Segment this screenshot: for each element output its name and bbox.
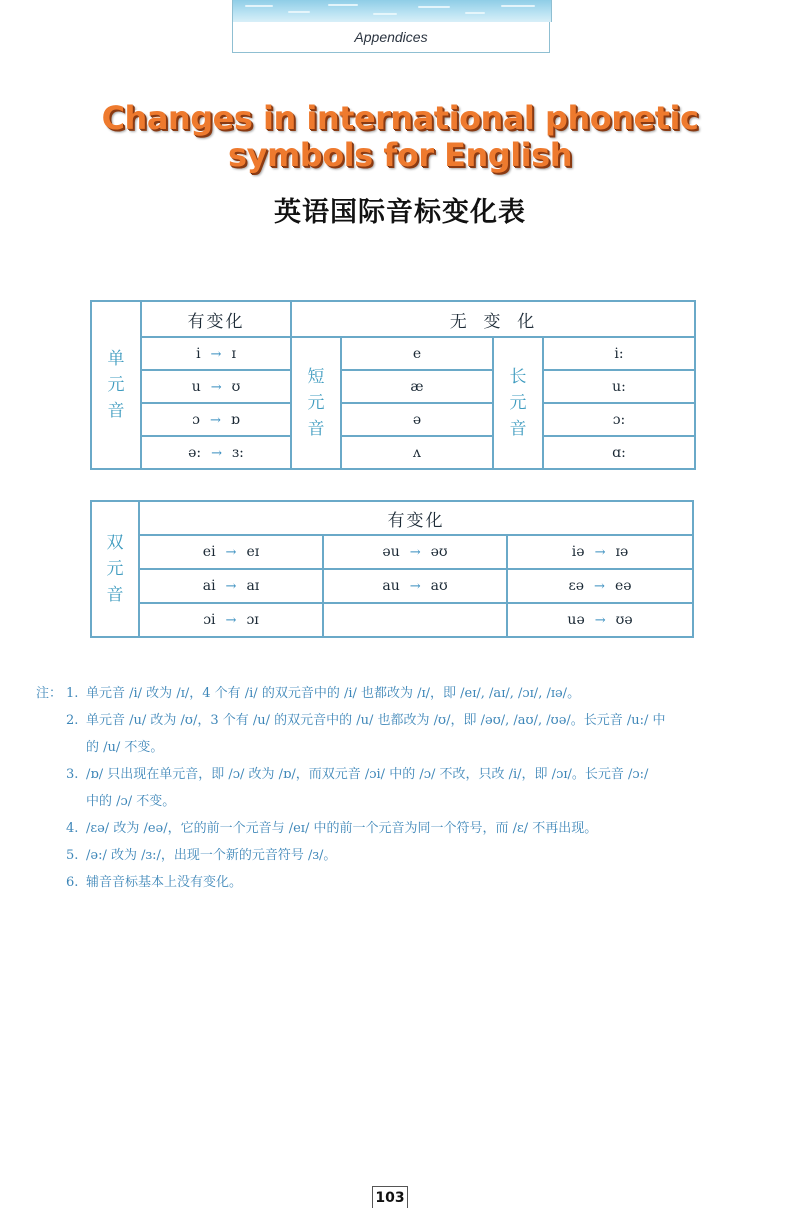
label-char: 单	[107, 349, 125, 369]
label-char: 元	[307, 393, 325, 413]
right-arrow-icon: →	[209, 412, 221, 428]
diphthong-cell	[323, 569, 507, 603]
short-vowel-cell: ʌ	[341, 436, 493, 469]
diphthong-cell	[507, 603, 693, 637]
symbol-from: ei	[202, 544, 216, 560]
symbol-to: ʊ	[231, 378, 241, 395]
note-item	[36, 842, 756, 869]
notes-section	[36, 680, 756, 896]
note-number: 1.	[66, 686, 79, 701]
label-char: 双	[106, 533, 124, 553]
note-number: 6.	[66, 875, 79, 890]
note-item	[36, 707, 756, 734]
diphthong-cell	[139, 569, 323, 603]
short-vowel-cell: ə	[341, 403, 493, 436]
changed-cell	[141, 403, 291, 436]
label-char: 音	[107, 401, 125, 421]
long-vowel-cell: u:	[543, 370, 695, 403]
note-number: 4.	[66, 821, 79, 836]
right-arrow-icon: →	[210, 346, 222, 362]
page-title-english	[0, 100, 800, 174]
note-text: /ɛə/ 改为 /eə/，它的前一个元音与 /eɪ/ 中的前一个元音为同一个符号，而 /ɛ/ 不再出现。	[86, 821, 598, 836]
diphthong-table	[90, 500, 694, 638]
note-text-continued: 的 /u/ 不变。	[86, 740, 164, 755]
label-char: 元	[106, 559, 124, 579]
long-vowel-cell: i:	[543, 337, 695, 370]
note-number: 3.	[66, 767, 79, 782]
note-text: /ɒ/ 只出现在单元音，即 /ɔ/ 改为 /ɒ/，而双元音 /ɔi/ 中的 /ɔ/ 不改，只改 /i/，即 /ɔɪ/。长元音 /ɔ:/	[86, 767, 649, 782]
changed-header: 有变化	[139, 501, 693, 535]
note-text: /ə:/ 改为 /ɜ:/，出现一个新的元音符号 /ɜ/。	[86, 848, 337, 863]
right-arrow-icon: →	[225, 545, 237, 560]
symbol-to: eə	[614, 578, 632, 594]
label-char: 元	[107, 375, 125, 395]
diphthong-cell	[139, 535, 323, 569]
symbol-from: u	[191, 378, 201, 395]
long-vowel-label	[493, 337, 543, 469]
right-arrow-icon: →	[225, 579, 237, 594]
symbol-from: ɛə	[568, 578, 585, 594]
right-arrow-icon: →	[211, 445, 223, 461]
title-line-1: Changes in international phonetic	[101, 99, 699, 137]
symbol-from: ai	[202, 578, 216, 594]
note-item	[36, 680, 756, 707]
note-text: 单元音 /u/ 改为 /ʊ/，3 个有 /u/ 的双元音中的 /u/ 也都改为 /ʊ/，即 /əʊ/, /aʊ/, /ʊə/。长元音 /u:/ 中	[86, 713, 666, 728]
symbol-from: uə	[567, 612, 585, 628]
right-arrow-icon: →	[210, 379, 222, 395]
header-decoration-band	[232, 0, 552, 22]
symbol-from: ə:	[188, 444, 202, 461]
changed-cell	[141, 370, 291, 403]
symbol-to: ɜ:	[232, 444, 244, 461]
short-vowel-cell: æ	[341, 370, 493, 403]
symbol-to: əʊ	[430, 544, 448, 560]
label-char: 短	[307, 367, 325, 387]
long-vowel-cell: ɑ:	[543, 436, 695, 469]
long-vowel-cell: ɔ:	[543, 403, 695, 436]
right-arrow-icon: →	[225, 613, 237, 628]
label-char: 长	[509, 367, 527, 387]
label-char: 音	[106, 585, 124, 605]
section-label: Appendices	[232, 22, 550, 53]
diphthong-cell	[507, 535, 693, 569]
note-text: 单元音 /i/ 改为 /ɪ/，4 个有 /i/ 的双元音中的 /i/ 也都改为 /ɪ/，即 /eɪ/, /aɪ/, /ɔɪ/, /ɪə/。	[86, 686, 581, 701]
empty-cell	[323, 603, 507, 637]
symbol-to: aʊ	[430, 578, 448, 594]
symbol-to: aɪ	[246, 578, 260, 594]
note-text-continued: 中的 /ɔ/ 不变。	[86, 794, 176, 809]
label-char: 音	[307, 419, 325, 439]
symbol-from: iə	[571, 544, 585, 560]
page-title-chinese: 英语国际音标变化表	[274, 197, 526, 228]
symbol-to: ɔɪ	[246, 612, 259, 628]
right-arrow-icon: →	[594, 613, 606, 628]
notes-prefix: 注：	[36, 686, 63, 701]
symbol-to: ʊə	[615, 612, 633, 628]
symbol-from: i	[196, 345, 201, 362]
changed-cell	[141, 337, 291, 370]
symbol-to: ɒ	[230, 411, 240, 428]
diphthong-cell	[323, 535, 507, 569]
diphthong-cell	[139, 603, 323, 637]
short-vowel-cell: e	[341, 337, 493, 370]
label-char: 音	[509, 419, 527, 439]
symbol-from: əu	[382, 544, 400, 560]
unchanged-header: 无 变 化	[291, 301, 695, 337]
note-text: 辅音音标基本上没有变化。	[86, 875, 243, 890]
symbol-from: ɔi	[203, 612, 216, 628]
symbol-to: eɪ	[246, 544, 260, 560]
monophthong-row-label	[91, 301, 141, 469]
symbol-to: ɪə	[615, 544, 629, 560]
right-arrow-icon: →	[594, 545, 606, 560]
note-number: 5.	[66, 848, 79, 863]
diphthong-row-label	[91, 501, 139, 637]
symbol-to: ɪ	[231, 345, 236, 362]
note-item	[36, 815, 756, 842]
symbol-from: au	[382, 578, 400, 594]
title-line-2: symbols for English	[228, 136, 572, 174]
monophthong-table	[90, 300, 696, 470]
right-arrow-icon: →	[594, 579, 605, 594]
diphthong-cell	[507, 569, 693, 603]
note-number: 2.	[66, 713, 79, 728]
note-item	[36, 761, 756, 788]
symbol-from: ɔ	[192, 411, 200, 428]
note-item	[36, 869, 756, 896]
right-arrow-icon: →	[409, 579, 421, 594]
right-arrow-icon: →	[409, 545, 421, 560]
short-vowel-label	[291, 337, 341, 469]
page-number: 103	[372, 1186, 408, 1208]
changed-header: 有变化	[141, 301, 291, 337]
label-char: 元	[509, 393, 527, 413]
changed-cell	[141, 436, 291, 469]
